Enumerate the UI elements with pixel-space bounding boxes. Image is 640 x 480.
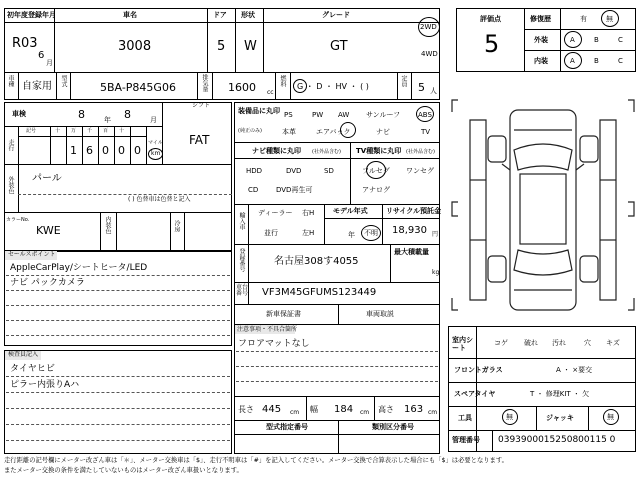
type-designation-label: 型式指定番号 bbox=[266, 423, 308, 431]
recycle-unit: 円 bbox=[432, 231, 439, 238]
inspection-month: 8 bbox=[124, 108, 131, 121]
front-glass-options: A ・ ×要交 bbox=[556, 366, 593, 374]
drive-2wd: 2WD bbox=[420, 23, 437, 31]
shape-label: 形状 bbox=[241, 11, 255, 19]
navi-label: ナビ種類に丸印 bbox=[252, 147, 301, 155]
footer-line-2: またメーター交換の条件を満たしていないものはメーター改ざん車扱いとなります。 bbox=[4, 467, 243, 474]
inspector-note-2: ピラー内張りAハ bbox=[10, 380, 80, 390]
model-year-label: モデル年式 bbox=[333, 207, 368, 215]
sales-point-2: ナビ パックカメラ bbox=[10, 278, 85, 288]
interior-grade-c: C bbox=[618, 57, 623, 65]
navi-sub: (社外品含む) bbox=[312, 149, 341, 155]
mileage-digit-label-1: 万 bbox=[71, 128, 77, 134]
interior-grade-label: 内装 bbox=[534, 57, 548, 65]
mileage-digit-label-0: 十 bbox=[55, 128, 61, 134]
chassis-label: 車台番号 bbox=[236, 284, 249, 297]
interior-grade-b: B bbox=[594, 57, 599, 65]
import-label: 輸入車 bbox=[238, 212, 245, 230]
exterior-grade-a: A bbox=[570, 36, 575, 44]
navi-cd: CD bbox=[248, 186, 259, 194]
mileage-digit-0: 1 bbox=[70, 144, 77, 157]
mileage-km: km bbox=[151, 150, 161, 157]
tv-analog: アナログ bbox=[362, 186, 390, 194]
mileage-digit-label-3: 百 bbox=[103, 128, 109, 134]
navi-sd: SD bbox=[324, 167, 334, 175]
equip-abs: ABS bbox=[418, 111, 432, 119]
equip-leather: 本革 bbox=[282, 128, 296, 136]
chassis-no: VF3M45GFUMS123449 bbox=[262, 287, 377, 298]
month-unit: 月 bbox=[46, 59, 53, 67]
height-unit: cm bbox=[428, 409, 438, 416]
equip-tv: TV bbox=[421, 128, 431, 136]
navi-dvd-play: DVD再生可 bbox=[276, 186, 313, 194]
tv-label: TV種類に丸印 bbox=[356, 147, 402, 155]
equip-label: 装備品に丸印 bbox=[238, 107, 280, 115]
exterior-grade-label: 外装 bbox=[534, 36, 548, 44]
first-reg-month: 6 bbox=[38, 50, 45, 61]
doors-value: 5 bbox=[217, 39, 226, 54]
car-diagram-svg bbox=[448, 90, 638, 320]
spare-tire-options: T ・ 修理KIT ・ 欠 bbox=[530, 390, 590, 398]
exterior-grade-b: B bbox=[594, 36, 599, 44]
class-label: 類別区分番号 bbox=[372, 423, 414, 431]
mileage-digit-1: 6 bbox=[86, 144, 93, 157]
inspector-label: 検査員記入 bbox=[8, 351, 39, 358]
seat-ana: 穴 bbox=[584, 339, 591, 347]
equip-navi: ナビ bbox=[376, 128, 390, 136]
front-glass-label: フロントガラス bbox=[454, 366, 503, 374]
mileage-label: 走行 bbox=[7, 139, 14, 151]
equip-pw: PW bbox=[312, 111, 324, 119]
capacity-label: 定員 bbox=[400, 75, 407, 87]
length-unit: cm bbox=[290, 409, 300, 416]
shift-value: FAT bbox=[189, 133, 210, 147]
car-name-label: 車名 bbox=[123, 11, 137, 19]
first-reg-label: 初年度登録年月 bbox=[7, 11, 56, 19]
spare-tire-label: スペアタイヤ bbox=[454, 390, 496, 398]
shift-label: シフト bbox=[192, 102, 211, 109]
tv-sub: (社外品含む) bbox=[406, 149, 435, 155]
interior-color-label: 内装色 bbox=[104, 216, 111, 234]
tv-oneseg: ワンセグ bbox=[406, 167, 434, 175]
tools-value: 無 bbox=[506, 413, 513, 421]
displacement-label: 排気量 bbox=[201, 74, 208, 92]
mileage-sub: 記号 bbox=[26, 128, 37, 134]
control-no: 0393900015250800115 0 bbox=[498, 435, 616, 445]
fuel-label: 燃料 bbox=[279, 75, 286, 87]
model-year-unknown: 不明 bbox=[364, 229, 378, 237]
score-label: 評価点 bbox=[480, 15, 501, 23]
navi-dvd: DVD bbox=[286, 167, 302, 175]
model-label: 型式 bbox=[60, 75, 67, 87]
inspection-month-unit: 月 bbox=[150, 116, 157, 124]
sales-point-label: セールスポイント bbox=[8, 251, 56, 258]
score-value: 5 bbox=[484, 30, 500, 58]
sales-point-1: AppleCarPlay/シートヒータ/LED bbox=[10, 263, 148, 273]
width-label: 幅 bbox=[310, 405, 318, 414]
navi-hdd: HDD bbox=[246, 167, 263, 175]
type-label: 車種 bbox=[7, 75, 14, 87]
right-handle: 右H bbox=[302, 209, 315, 217]
grade-label: グレード bbox=[322, 11, 350, 19]
length-label: 長さ bbox=[238, 405, 254, 414]
jack-label: ジャッキ bbox=[546, 414, 574, 422]
max-load-unit: kg bbox=[432, 269, 440, 276]
jack-value: 無 bbox=[607, 413, 614, 421]
inspection-year-unit: 年 bbox=[104, 116, 111, 124]
repair-label: 修復歴 bbox=[530, 15, 551, 23]
reg-no: 名古屋308す4055 bbox=[274, 256, 359, 267]
control-no-label: 管理番号 bbox=[452, 436, 480, 444]
interior-seat-label: 室内シート bbox=[452, 336, 473, 353]
mileage-digit-2: 0 bbox=[102, 144, 109, 157]
tools-label: 工具 bbox=[458, 414, 472, 422]
equip-ps: PS bbox=[284, 111, 293, 119]
dealer-label: ディーラー bbox=[258, 209, 293, 217]
left-handle: 左H bbox=[302, 229, 315, 237]
exterior-color-label: 外装色 bbox=[7, 176, 14, 194]
seat-yabure: 破れ bbox=[524, 339, 538, 347]
capacity-unit: 人 bbox=[430, 87, 437, 95]
car-diagram bbox=[448, 90, 638, 320]
recycle-label: リサイクル預託金 bbox=[386, 207, 442, 215]
exterior-grade-c: C bbox=[618, 36, 623, 44]
length-value: 445 bbox=[262, 404, 282, 415]
cold-label: 冷房 bbox=[173, 220, 180, 232]
mileage-mile: マイル bbox=[148, 140, 163, 146]
width-unit: cm bbox=[360, 409, 370, 416]
recycle-amount: 18,930 bbox=[392, 225, 427, 236]
exterior-color: パール bbox=[32, 173, 62, 184]
mileage-digit-3: 0 bbox=[118, 144, 125, 157]
inspection-label: 車検 bbox=[12, 110, 26, 118]
drive-4wd: 4WD bbox=[421, 50, 438, 58]
displacement-unit: cc bbox=[267, 89, 274, 96]
doors-label: ドア bbox=[213, 11, 227, 19]
notice-value: フロアマットなし bbox=[238, 339, 310, 349]
tv-fullseg: フルセグ bbox=[362, 167, 390, 175]
inspector-note-1: タイヤヒビ bbox=[10, 364, 55, 374]
mileage-digit-label-4: 十 bbox=[119, 128, 125, 134]
repair-no: 無 bbox=[606, 15, 613, 23]
seat-kizu: キズ bbox=[606, 339, 620, 347]
manual-label: 車両取説 bbox=[366, 310, 394, 318]
model-code: 5BA-P845G06 bbox=[100, 81, 176, 94]
displacement-value: 1600 bbox=[228, 81, 256, 94]
seat-yogore: 汚れ bbox=[552, 339, 566, 347]
model-year-unit: 年 bbox=[348, 231, 355, 239]
equip-airbag: エアバック bbox=[316, 128, 351, 136]
notice-label: 注意事項・不具合箇所 bbox=[237, 326, 298, 333]
shape-value: W bbox=[244, 39, 257, 54]
equip-aw: AW bbox=[338, 111, 350, 119]
warranty-label: 新車保証書 bbox=[266, 310, 301, 318]
type-value: 自家用 bbox=[22, 81, 52, 92]
capacity-value: 5 bbox=[418, 81, 425, 94]
footer-line-1: 走行距離の記号欄にメーター改ざん車は「＊」、メーター交換車は「$」、走行不明車は「#」を記入してください。メーター交換で合算表示した場合にも「$」は必要となります。 bbox=[4, 457, 508, 464]
seat-koge: コゲ bbox=[494, 339, 508, 347]
mileage-digit-4: 0 bbox=[134, 144, 141, 157]
repair-yes: 有 bbox=[580, 15, 587, 23]
color-no: KWE bbox=[36, 224, 61, 237]
first-reg-year: R03 bbox=[12, 36, 38, 51]
car-name: 3008 bbox=[118, 39, 152, 54]
reg-no-label: 登録番号 bbox=[238, 248, 245, 272]
height-value: 163 bbox=[404, 404, 424, 415]
color-note: ( ) 色替車は色替と記入 bbox=[128, 196, 191, 203]
max-load-label: 最大積載量 bbox=[394, 248, 429, 256]
width-value: 184 bbox=[334, 404, 354, 415]
mileage-digit-label-2: 千 bbox=[87, 128, 93, 134]
equip-sub: (純正のみ) bbox=[238, 128, 262, 134]
parallel-label: 並行 bbox=[264, 229, 278, 237]
equip-sunroof: サンルーフ bbox=[366, 111, 401, 119]
fuel-options: G ・ D ・ HV ・ ( ) bbox=[297, 82, 369, 91]
height-label: 高さ bbox=[378, 405, 394, 414]
inspection-year: 8 bbox=[78, 108, 85, 121]
interior-grade-a: A bbox=[570, 57, 575, 65]
grade-value: GT bbox=[330, 39, 348, 54]
color-no-label: カラーNo. bbox=[6, 217, 30, 223]
